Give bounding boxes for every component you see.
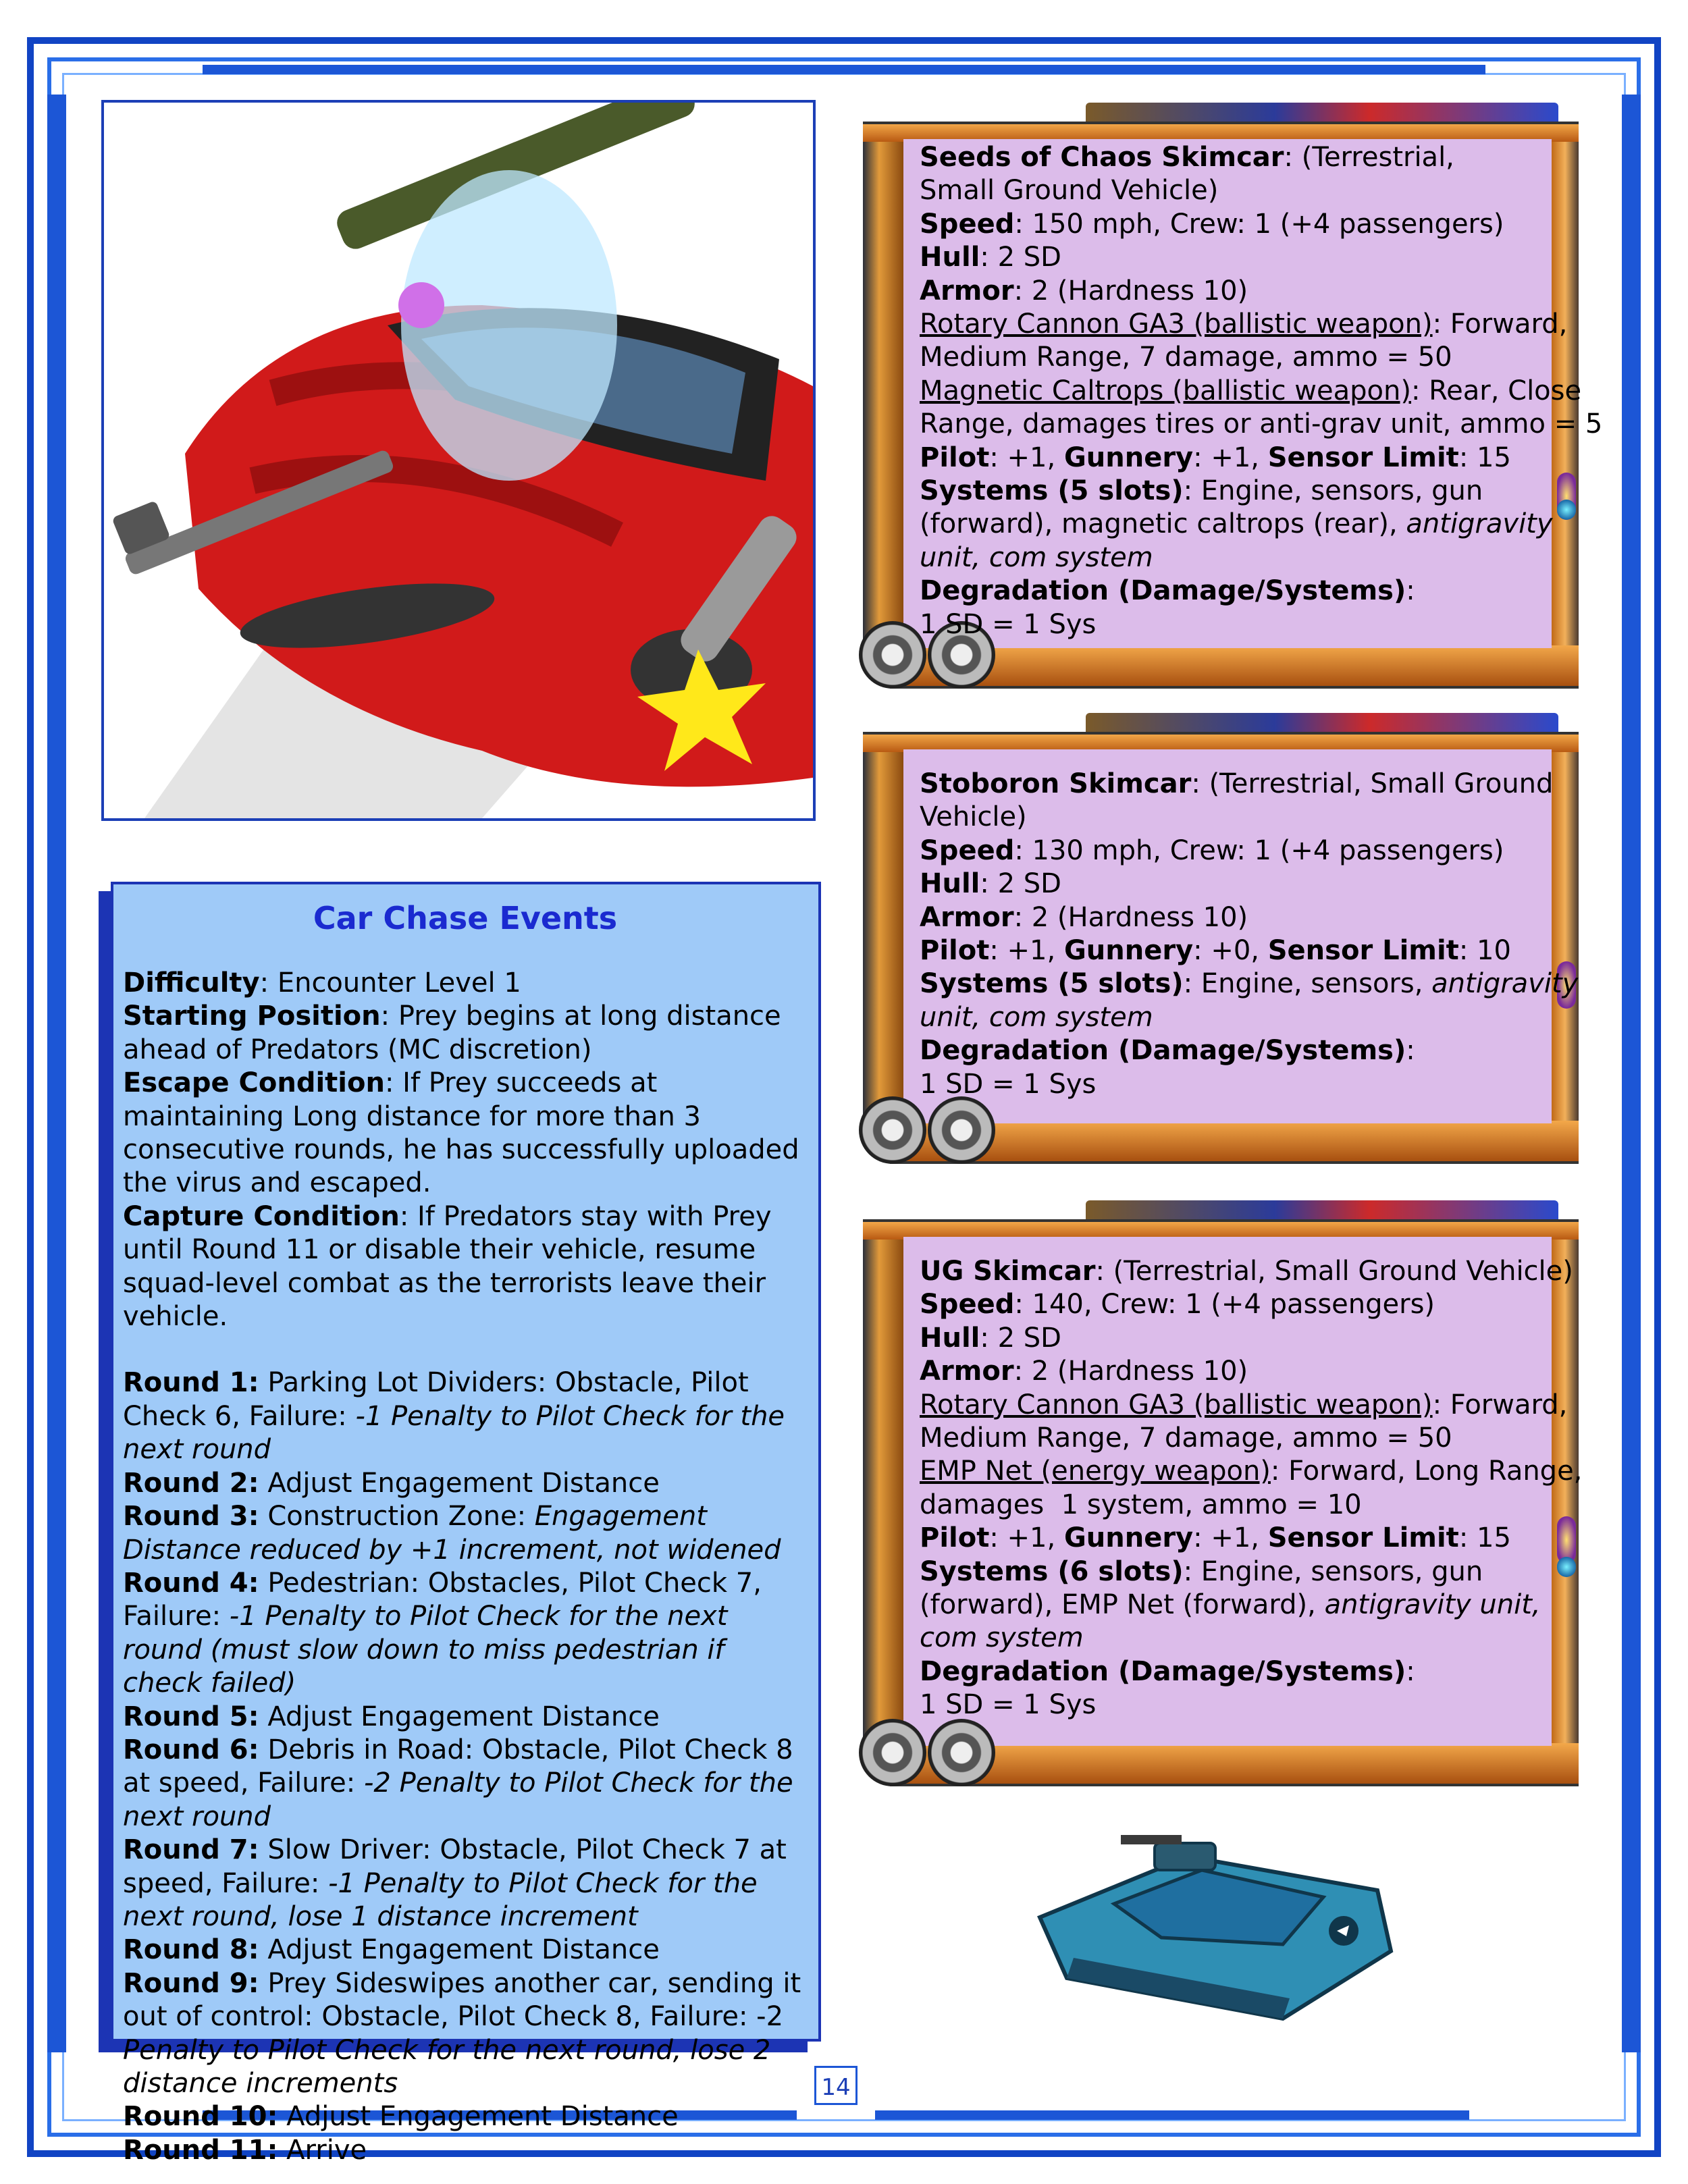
difficulty-line: Difficulty: Encounter Level 1	[123, 967, 521, 998]
frame-wheel-left-icon	[859, 1719, 926, 1786]
frame-wheel-right-icon	[928, 1719, 995, 1786]
border-left-strip	[47, 95, 66, 2052]
frame-left-pipe	[863, 1219, 903, 1766]
spacer	[123, 1333, 808, 1366]
frame-wheel-left-icon	[859, 1096, 926, 1164]
capture-condition-line: Capture Condition: If Predators stay with Prey until Round 11 or disable their vehicle, resume squad-level combat as the terrorists leave their vehicle.	[123, 1200, 772, 1333]
blue-skimcar-illustration	[1026, 1816, 1404, 2032]
car-illustration	[101, 100, 816, 821]
frame-left-pipe	[863, 122, 903, 668]
round-8: Round 8: Adjust Engagement Distance	[123, 1934, 660, 1966]
round-11: Round 11: Arrive	[123, 2134, 367, 2166]
border-top-strip	[203, 65, 1485, 74]
border-right-strip	[1622, 95, 1641, 2052]
round-7: Round 7: Slow Driver: Obstacle, Pilot Check 7 at speed, Failure: -1 Penalty to Pilot Check for the next round, lose 1 distance increment	[123, 1834, 787, 1932]
border-bottom-strip-right	[875, 2110, 1469, 2120]
round-6: Round 6: Debris in Road: Obstacle, Pilot Check 8 at speed, Failure: -2 Penalty to Pilot Check for the next round	[123, 1734, 793, 1832]
starting-position-line: Starting Position: Prey begins at long distance ahead of Predators (MC discretion)	[123, 1001, 781, 1065]
round-10: Round 10: Adjust Engagement Distance	[123, 2101, 679, 2133]
round-2: Round 2: Adjust Engagement Distance	[123, 1467, 660, 1499]
blue-skimcar-image	[1026, 1816, 1404, 2032]
frame-wheel-left-icon	[859, 621, 926, 689]
round-4: Round 4: Pedestrian: Obstacles, Pilot Check 7, Failure: -1 Penalty to Pilot Check for the next round (must slow down to miss pedestrian if check failed)	[123, 1567, 762, 1699]
round-3: Round 3: Construction Zone: Engagement Distance reduced by +1 increment, not widened	[123, 1501, 781, 1566]
red-skimcar-image	[104, 103, 813, 818]
frame-left-pipe	[863, 732, 903, 1144]
round-9: Round 9: Prey Sideswipes another car, sending it out of control: Obstacle, Pilot Check 8, Failure: -2 Penalty to Pilot Check for the next round, lose 2 distance increments	[123, 1967, 801, 2099]
ug-stat-block: UG Skimcar: (Terrestrial, Small Ground Vehicle) Speed: 140, Crew: 1 (+4 passengers) Hull: 2 SD Armor: 2 (Hardness 10) Rotary Cannon GA3 (ballistic weapon): Forward, Medium Range, 7 damage, ammo = 50 EMP Net (energy weapon): Forward, Long Range, damages 1 system, ammo = 10 Pilot: +1, Gunnery: +1, Sensor Limit: 15 Systems (6 slots): Engine, sensors, gun (forward), EMP Net (forward), antigravity unit, com system Degradation (Damage/Systems): 1 SD = 1 Sys	[920, 1256, 1583, 1721]
stoboron-stat-block: Stoboron Skimcar: (Terrestrial, Small Ground Vehicle) Speed: 130 mph, Crew: 1 (+4 passengers) Hull: 2 SD Armor: 2 (Hardness 10) Pilot: +1, Gunnery: +0, Sensor Limit: 10 Systems (5 slots): Engine, sensors, antigravity unit, com system Degradation (Damage/Systems): 1 SD = 1 Sys	[920, 768, 1579, 1100]
car-chase-events-panel	[111, 882, 821, 2166]
frame-wheel-right-icon	[928, 1096, 995, 1164]
events-title: Car Chase Events	[313, 900, 618, 936]
page-number: 14	[814, 2066, 858, 2105]
escape-condition-line: Escape Condition: If Prey succeeds at maintaining Long distance for more than 3 consecutive rounds, he has successfully uploaded the virus and escaped.	[123, 1067, 799, 1199]
seeds-stat-block: Seeds of Chaos Skimcar: (Terrestrial, Small Ground Vehicle) Speed: 150 mph, Crew: 1 (+4 passengers) Hull: 2 SD Armor: 2 (Hardness 10) Rotary Cannon GA3 (ballistic weapon): Forward, Medium Range, 7 damage, ammo = 50 Magnetic Caltrops (ballistic weapon): Rear, Close Range, damages tires or anti-grav unit, ammo = 5 Pilot: +1, Gunnery: +1, Sensor Limit: 15 Systems (5 slots): Engine, sensors, gun (forward), magnetic caltrops (rear), antigravity unit, com system Degradation (Damage/Systems): 1 SD = 1 Sys	[920, 142, 1603, 640]
round-1: Round 1: Parking Lot Dividers: Obstacle, Pilot Check 6, Failure: -1 Penalty to Pilot Check for the next round	[123, 1367, 785, 1466]
round-5: Round 5: Adjust Engagement Distance	[123, 1701, 660, 1732]
